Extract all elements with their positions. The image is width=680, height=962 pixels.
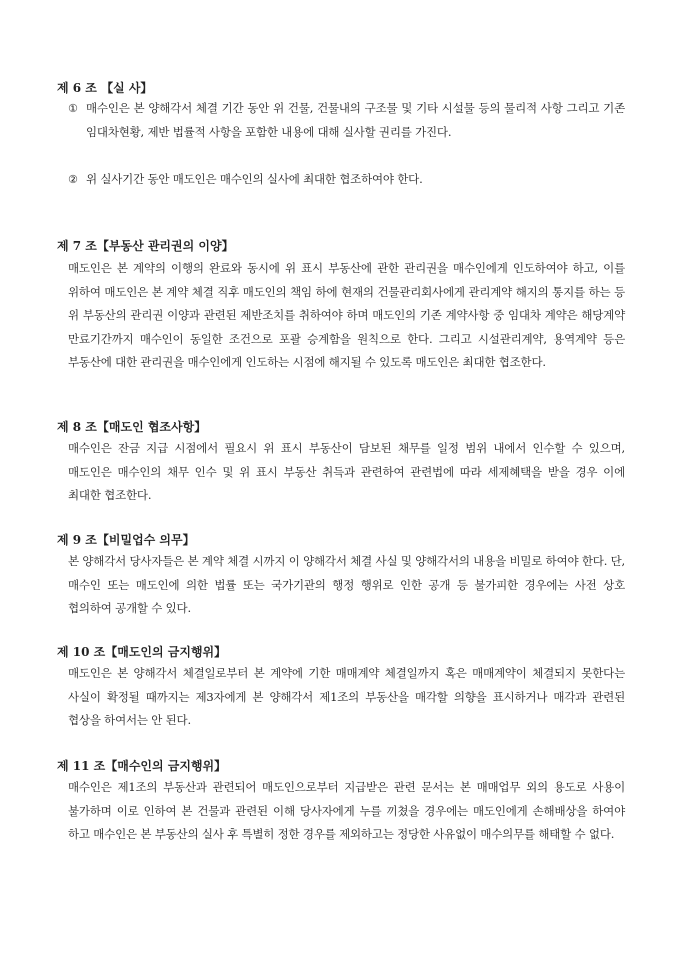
item-text: 위 실사기간 동안 매도인은 매수인의 실사에 최대한 협조하여야 한다. (86, 172, 423, 186)
item-number: ① (68, 102, 78, 115)
article-7-body: 매도인은 본 계약의 이행의 완료와 동시에 위 표시 부동산에 관한 관리권을 매수인에게 인도하여야 하고, 이를 위하여 매도인은 본 계약 체결 직후 매도인의 책임 하에 현재의 건물관리회사에게 관리계약 해지의 통지를 하는 등 위 부동산의 관리권 이양과 관련된 제반조치를 취하여야 하며 매도인의 기존 계약사항 중 임대차 계약은 해당계약 만료기간까지 매수인이 동일한 조건으로 포괄 승계함을 원칙으로 한다. 그리고 시설관리계약, 용역계약 등은 부동산에 대한 관리권을 매수인에게 인도하는 시점에 해지될 수 있도록 매도인은 최대한 협조한다. (68, 261, 625, 369)
article-9-heading: 제 9 조【비밀업수 의무】 (57, 533, 195, 547)
article-6-item-1 (68, 97, 625, 144)
article-9-body: 본 양해각서 당사자들은 본 계약 체결 시까지 이 양해각서 체결 사실 및 양해각서의 내용을 비밀로 하여야 한다. 단, 매수인 또는 매도인에 의한 법률 또는 국가기관의 행정 행위로 인한 공개 등 불가피한 경우에는 사전 상호 협의하여 공개할 수 있다. (68, 554, 625, 615)
article-8-heading: 제 8 조【매도인 협조사항】 (57, 420, 207, 434)
article-7-heading: 제 7 조【부동산 관리권의 이양】 (57, 239, 234, 253)
item-number: ② (68, 173, 78, 186)
article-11-heading: 제 11 조【매수인의 금지행위】 (57, 759, 227, 773)
article-6-item-2 (68, 168, 625, 192)
article-10-body: 매도인은 본 양해각서 체결일로부터 본 계약에 기한 매매계약 체결일까지 혹은 매매계약이 체결되지 못한다는 사실이 확정될 때까지는 제3자에게 본 양해각서 제1조의 부동산을 매각할 의향을 표시하거나 매각과 관련된 협상을 하여서는 안 된다. (68, 666, 625, 727)
item-text: 매수인은 본 양해각서 체결 기간 동안 위 건물, 건물내의 구조물 및 기타 시설물 등의 물리적 사항 그리고 기존 임대차현황, 제반 법률적 사항을 포함한 내용에 대해 실사할 권리를 가진다. (86, 101, 625, 139)
article-10-heading: 제 10 조【매도인의 금지행위】 (57, 645, 227, 659)
article-11-body: 매수인은 제1조의 부동산과 관련되어 매도인으로부터 지급받은 관련 문서는 본 매매업무 외의 용도로 사용이 불가하며 이로 인하여 본 건물과 관련된 이해 당사자에게 누를 끼쳤을 경우에는 매도인에게 손해배상을 하여야 하고 매수인은 본 부동산의 실사 후 특별히 정한 경우를 제외하고는 정당한 사유없이 매수의무를 해태할 수 없다. (68, 780, 625, 841)
article-6-heading: 제 6 조 【실 사】 (57, 81, 153, 95)
article-8-body: 매수인은 잔금 지급 시점에서 필요시 위 표시 부동산이 담보된 채무를 일정 범위 내에서 인수할 수 있으며, 매도인은 매수인의 채무 인수 및 위 표시 부동산 취득과 관련하여 관련법에 따라 세제혜택을 받을 경우 이에 최대한 협조한다. (68, 441, 625, 502)
